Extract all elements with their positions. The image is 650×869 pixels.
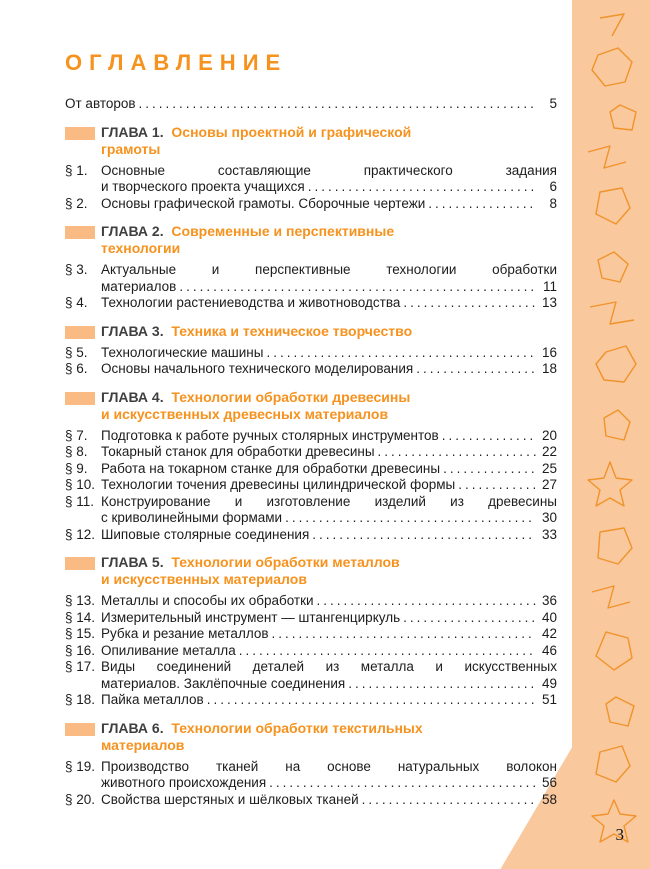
entry-page-number: 20 [541,427,557,443]
chapter-bullet [65,326,95,339]
entry-body [101,610,557,627]
chapter-heading-text [101,554,400,588]
toc-entry [65,361,557,378]
entry-page-number: 13 [541,295,557,310]
chapter-title-line [101,554,400,571]
entry-number: § 12. [65,526,96,542]
entry-body [101,593,557,610]
dot-leader [348,676,536,693]
chapter-bullet [65,226,95,239]
entry-text-line [101,792,557,809]
decorative-geometric-shapes [570,0,650,869]
entry-page-number: 18 [541,361,557,376]
chapter-title: Технологии обработки древесины [171,388,411,405]
toc-content [65,50,557,808]
entry-text-line [101,444,557,461]
toc-chapter [65,389,557,544]
toc-entry [65,444,557,461]
entry-text-line [101,626,557,643]
chapter-title: грамоты [101,140,161,157]
entry-text: Измерительный инструмент — штангенциркуль [101,609,401,625]
entry-number: § 15. [65,626,96,641]
entry-text: с криволинейными формами [101,510,283,525]
chapter-bullet [65,557,95,570]
entry-body [101,494,557,527]
entry-number: § 18. [65,692,96,707]
chapter-title: материалов [101,736,185,753]
dot-leader [207,692,536,709]
toc-entry-preface [65,96,557,113]
chapter-label: ГЛАВА 3. [101,322,164,339]
chapter-label: ГЛАВА 6. [101,719,164,736]
dot-leader [266,345,536,362]
toc-entry [65,593,557,610]
chapter-header [65,389,557,423]
entry-body [101,759,557,792]
chapter-title: Технологии обработки металлов [171,554,400,570]
entry-body [101,361,557,378]
dot-leader [139,96,536,113]
entry-text-line [101,361,557,378]
preface-page-number: 5 [549,96,557,111]
entry-text-line [101,775,557,792]
toc-entry [65,262,557,295]
entry-body [101,444,557,461]
chapter-header [65,554,557,588]
chapter-title-line [101,389,410,406]
entry-body [101,527,557,544]
chapter-title-line [101,124,411,141]
entry-text: Технологии точения древесины цилиндрической формы [101,477,456,492]
dot-leader [442,428,536,445]
entry-text: Подготовка к работе ручных столярных инструментов [101,427,439,443]
preface-body [65,96,557,113]
dot-leader [239,643,536,660]
entry-number: § 1. [65,162,88,178]
entry-number: § 4. [65,295,88,310]
toc-entry [65,477,557,494]
chapter-title: технологии [101,240,181,256]
entry-page-number: 27 [541,477,557,492]
chapter-header [65,124,557,158]
chapter-header [65,323,557,340]
entry-number: § 14. [65,609,96,625]
entry-body [101,262,557,295]
entry-number: § 13. [65,593,96,608]
dot-leader [428,196,536,213]
chapter-heading-text [101,720,423,754]
preface-line [65,96,557,113]
chapter-title-line [101,223,394,240]
toc-chapters [65,124,557,809]
dot-leader [179,279,536,296]
entry-text: материалов [101,278,177,294]
entry-text-line: Конструирование и изготовление изделий из древесины [101,493,557,509]
entry-text-line [101,477,557,494]
chapter-title: Основы проектной и графической [171,123,412,140]
entry-text-line [101,295,557,312]
entry-text-line [101,643,557,660]
entry-number: § 17. [65,659,96,674]
page-number: 3 [615,825,624,844]
chapter-title: и искусственных материалов [101,571,307,587]
toc-chapter [65,223,557,312]
entry-page-number: 46 [541,642,557,658]
entry-text: животного происхождения [101,775,267,790]
entry-page-number: 36 [541,593,557,608]
entry-body [101,659,557,692]
entry-text-line [101,676,557,693]
entry-body [101,477,557,494]
entry-page-number: 22 [541,444,557,459]
entry-page-number: 25 [541,460,557,476]
entry-number: § 20. [65,791,96,807]
entry-page-number: 8 [549,195,557,211]
entry-page-number: 58 [541,791,557,807]
entry-number: § 19. [65,758,96,774]
entry-page-number: 30 [541,510,557,525]
toc-entry [65,295,557,312]
entry-text: Токарный станок для обработки древесины [101,444,375,459]
chapter-heading-text [101,389,410,423]
entry-text: Технологические машины [101,344,264,360]
entry-text-line [101,196,557,213]
entry-text-line [101,610,557,627]
toc-entry [65,196,557,213]
entry-text: Рубка и резание металлов [101,626,269,641]
entry-body [101,461,557,478]
entry-text: Шиповые столярные соединения [101,526,310,542]
entry-body [101,792,557,809]
chapter-label: ГЛАВА 4. [101,388,164,405]
entry-text: Пайка металлов [101,692,204,707]
entry-body [101,626,557,643]
entry-page-number: 49 [541,675,557,691]
toc-entry [65,792,557,809]
entry-number: § 16. [65,642,96,658]
entry-text-line [101,527,557,544]
chapter-title-line [101,240,394,257]
toc-entry [65,461,557,478]
entry-number: § 11. [65,493,95,509]
dot-leader [458,477,536,494]
entry-text-line: Виды соединений деталей из металла и искусственных [101,659,557,674]
chapter-title-line [101,571,400,588]
chapter-bullet [65,723,95,736]
chapter-label: ГЛАВА 5. [101,554,164,570]
chapter-title: Современные и перспективные [171,223,395,239]
chapter-bullet [65,127,95,140]
entry-page-number: 11 [542,278,557,294]
dot-leader [285,510,536,527]
entry-page-number: 42 [541,626,557,641]
entry-text: Работа на токарном станке для обработки древесины [101,460,441,476]
entry-text: Металлы и способы их обработки [101,593,314,608]
chapter-heading-text [101,124,411,158]
entry-page-number: 16 [541,344,557,360]
toc-chapter [65,124,557,213]
toc-entry [65,759,557,792]
toc-entry [65,428,557,445]
toc-chapter [65,554,557,709]
entry-text: и творческого проекта учащихся [101,179,305,194]
entry-text-line [101,461,557,478]
entry-body [101,196,557,213]
dot-leader [312,527,536,544]
toc-chapter [65,720,557,809]
preface-label: От авторов [65,96,136,111]
dot-leader [443,461,536,478]
chapter-label: ГЛАВА 2. [101,223,164,239]
chapter-title: Техника и техническое творчество [171,322,413,339]
entry-text-line [101,510,557,527]
toc-entry [65,527,557,544]
entry-number: § 9. [65,460,88,476]
toc-entry [65,610,557,627]
chapter-label: ГЛАВА 1. [101,123,164,140]
dot-leader [403,295,536,312]
entry-number: § 6. [65,361,88,376]
entry-text: Основы графической грамоты. Сборочные чертежи [101,195,426,211]
toc-chapter [65,323,557,378]
chapter-title: Технологии обработки текстильных [171,719,423,736]
entry-page-number: 51 [541,692,557,707]
entry-body [101,692,557,709]
dot-leader [317,593,536,610]
dot-leader [403,610,536,627]
entry-text-line: Актуальные и перспективные технологии обработки [101,262,557,277]
entry-page-number: 6 [549,179,557,194]
entry-number: § 8. [65,444,88,459]
chapter-title: и искусственных древесных материалов [101,405,389,422]
toc-entry [65,163,557,196]
entry-text-line [101,593,557,610]
chapter-title-line [101,406,410,423]
chapter-title-line [101,737,423,754]
entry-body [101,345,557,362]
dot-leader [308,179,536,196]
entry-number: § 2. [65,195,88,211]
entry-number: § 3. [65,262,88,277]
toc-entry [65,659,557,692]
entry-text-line [101,692,557,709]
chapter-bullet [65,392,95,405]
entry-body [101,163,557,196]
entry-text-line [101,345,557,362]
toc-entry [65,692,557,709]
chapter-header [65,720,557,754]
chapter-header [65,223,557,257]
toc-entry [65,643,557,660]
entry-body [101,295,557,312]
entry-number: § 10. [65,477,96,492]
entry-text-line [101,179,557,196]
entry-page-number: 40 [541,609,557,625]
chapter-heading-text [101,223,394,257]
entry-text-line [101,279,557,296]
entry-number: § 5. [65,344,88,360]
chapter-title-line [101,141,411,158]
dot-leader [416,361,536,378]
chapter-heading-text [101,323,412,340]
dot-leader [362,792,536,809]
entry-body [101,643,557,660]
dot-leader [269,775,536,792]
dot-leader [378,444,536,461]
entry-body [101,428,557,445]
entry-text: Опиливание металла [101,642,236,658]
entry-text: Технологии растениеводства и животноводства [101,295,401,310]
entry-text: Свойства шерстяных и шёлковых тканей [101,791,359,807]
toc-entry [65,626,557,643]
entry-text: материалов. Заклёпочные соединения [101,675,346,691]
entry-text-line [101,428,557,445]
chapter-title-line [101,323,412,340]
entry-text: Основы начального технического моделирования [101,361,414,376]
entry-text-line: Основные составляющие практического задания [101,162,557,178]
entry-number: § 7. [65,427,88,443]
toc-entry [65,345,557,362]
entry-text-line: Производство тканей на основе натуральных волокон [101,758,557,774]
entry-page-number: 56 [541,775,557,790]
page-title: ОГЛАВЛЕНИЕ [65,50,288,75]
chapter-title-line [101,720,423,737]
entry-page-number: 33 [541,526,557,542]
toc-entry [65,494,557,527]
dot-leader [272,626,536,643]
